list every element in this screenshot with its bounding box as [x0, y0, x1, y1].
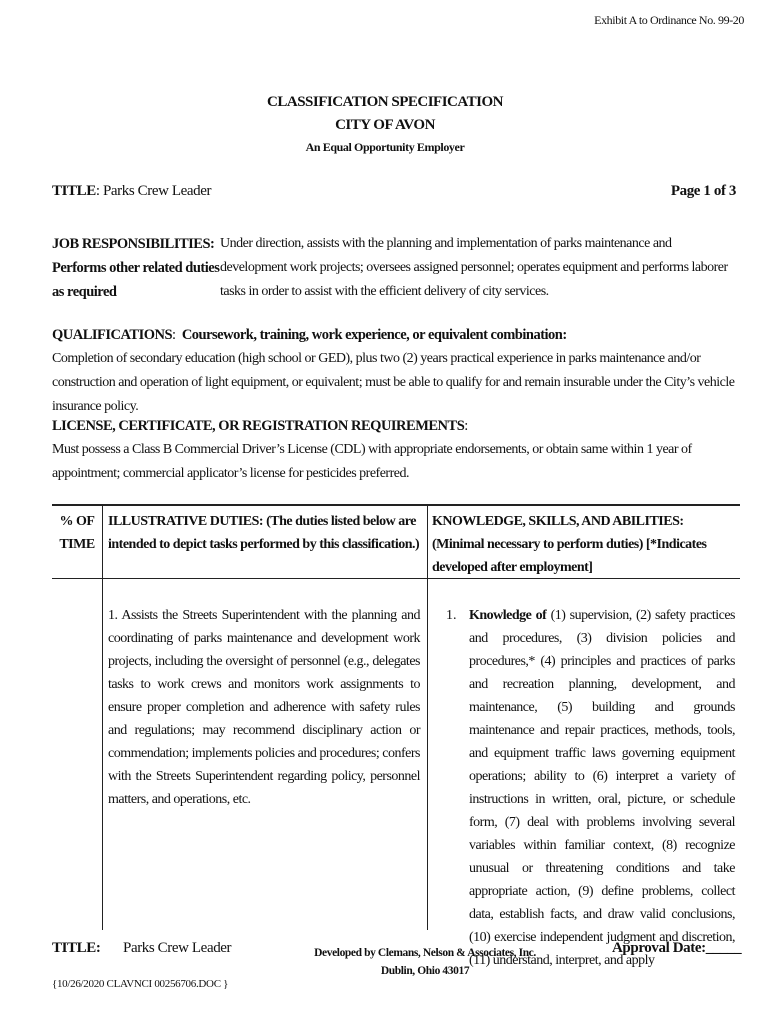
ksa-item-1-lead: Knowledge of [469, 608, 547, 623]
job-responsibilities-label [52, 232, 219, 304]
qualifications-section: QUALIFICATIONS: Coursework, training, work experience, or equivalent combination: Completion of secondary education (high school or GED), plus two (2) years practical experience in parks maintenance and/or construction and operation of light equipment, or equivalent; must be able to qualify for and remain insurable under the City’s vehicle insurance policy. [52, 323, 742, 419]
column-header-illustrative-duties: ILLUSTRATIVE DUTIES: (The duties listed below are intended to depict tasks performed by this classification.) [108, 514, 420, 552]
footer-approval-date: Approval Date:_____ [612, 940, 742, 956]
table-top-rule [52, 504, 740, 506]
footer-title-value: Parks Crew Leader [123, 940, 232, 956]
ksa-item-1-number: 1. [446, 608, 457, 623]
footer-developer-name: Developed by Clemans, Nelson & Associates, Inc. [314, 947, 536, 959]
column-header-percent-time: % OF TIME [59, 514, 95, 552]
qualifications-body: Completion of secondary education (high school or GED), plus two (2) years practical experience in parks maintenance and/or construction and operation of light equipment, or equivalent; must be able to qualify for and remain insurable under the City’s vehicle insurance policy. [52, 351, 735, 414]
footer-developer-location: Dublin, Ohio 43017 [380, 965, 470, 977]
qualifications-label: QUALIFICATIONS [52, 327, 173, 343]
column-header-knowledge-skills-abilities: KNOWLEDGE, SKILLS, AND ABILITIES: (Minimal necessary to perform duties) [*Indicates developed after employment] [432, 514, 707, 575]
license-label: LICENSE, CERTIFICATE, OR REGISTRATION REQUIREMENTS [52, 418, 465, 434]
title-label: TITLE [52, 183, 96, 199]
footer-title-label: TITLE: [52, 940, 101, 956]
table-column-divider-1 [102, 505, 103, 930]
document-title: CLASSIFICATION SPECIFICATION [267, 94, 503, 110]
equal-opportunity-statement: An Equal Opportunity Employer [305, 140, 465, 154]
footer-developer [300, 944, 550, 980]
title-value: : Parks Crew Leader [95, 183, 212, 199]
license-section: LICENSE, CERTIFICATE, OR REGISTRATION REQUIREMENTS: Must possess a Class B Commercial Driver’s License (CDL) with appropriate endorsements, or obtain same within 1 year of appointment; commercial applicator’s license for pesticides preferred. [52, 414, 742, 486]
job-responsibilities-body: Under direction, assists with the planning and implementation of parks maintenance and development work projects; oversees assigned personnel; operates equipment and performs laborer tasks in order to assist with the efficient delivery of city services. [220, 236, 728, 299]
exhibit-reference: Exhibit A to Ordinance No. 99-20 [594, 13, 744, 27]
duty-item-1: 1. Assists the Streets Superintendent with the planning and coordinating of parks maintenance and development work projects, including the oversight of personnel (e.g., delegates tasks to work crews and monitors work assignments to ensure proper completion and adherence with safety rules and regulations; may recommend disciplinary action or commendation; implements policies and procedures; confers with the Streets Superintendent regarding policy, personnel matters, and operations, etc. [108, 608, 420, 807]
job-responsibilities-label-line-2: Performs other related duties [52, 260, 220, 276]
ksa-item-1 [469, 604, 735, 972]
footer-document-id: {10/26/2020 CLAVNCI 00256706.DOC } [52, 978, 229, 990]
city-name: CITY OF AVON [335, 117, 435, 133]
license-body: Must possess a Class B Commercial Driver’s License (CDL) with appropriate endorsements, or obtain same within 1 year of appointment; commercial applicator’s license for pesticides preferred. [52, 442, 692, 481]
job-responsibilities-label-line-3: as required [52, 284, 117, 300]
table-column-divider-2 [427, 505, 428, 930]
qualifications-heading: Coursework, training, work experience, or equivalent combination: [181, 327, 567, 343]
job-responsibilities-label-line-1: JOB RESPONSIBILITIES: [52, 236, 215, 252]
ksa-item-1-body: (1) supervision, (2) safety practices and procedures, (3) division policies and procedures,* (4) principles and practices of parks and recreation planning, development, and maintenance, (5) building and grounds maintenance and repair practices, methods, tools, and equipment traffic laws governing equipment operations; ability to (6) interpret a variety of instructions in written, oral, picture, or schedule form, (7) deal with problems involving several variables within familiar context, (8) recognize unusual or threatening conditions and take appropriate action, (9) define problems, collect data, establish facts, and draw valid conclusions, (10) exercise independent judgment and discretion, (11) understand, interpret, and apply [469, 608, 735, 968]
title-line [52, 183, 211, 200]
page-indicator: Page 1 of 3 [670, 183, 736, 199]
